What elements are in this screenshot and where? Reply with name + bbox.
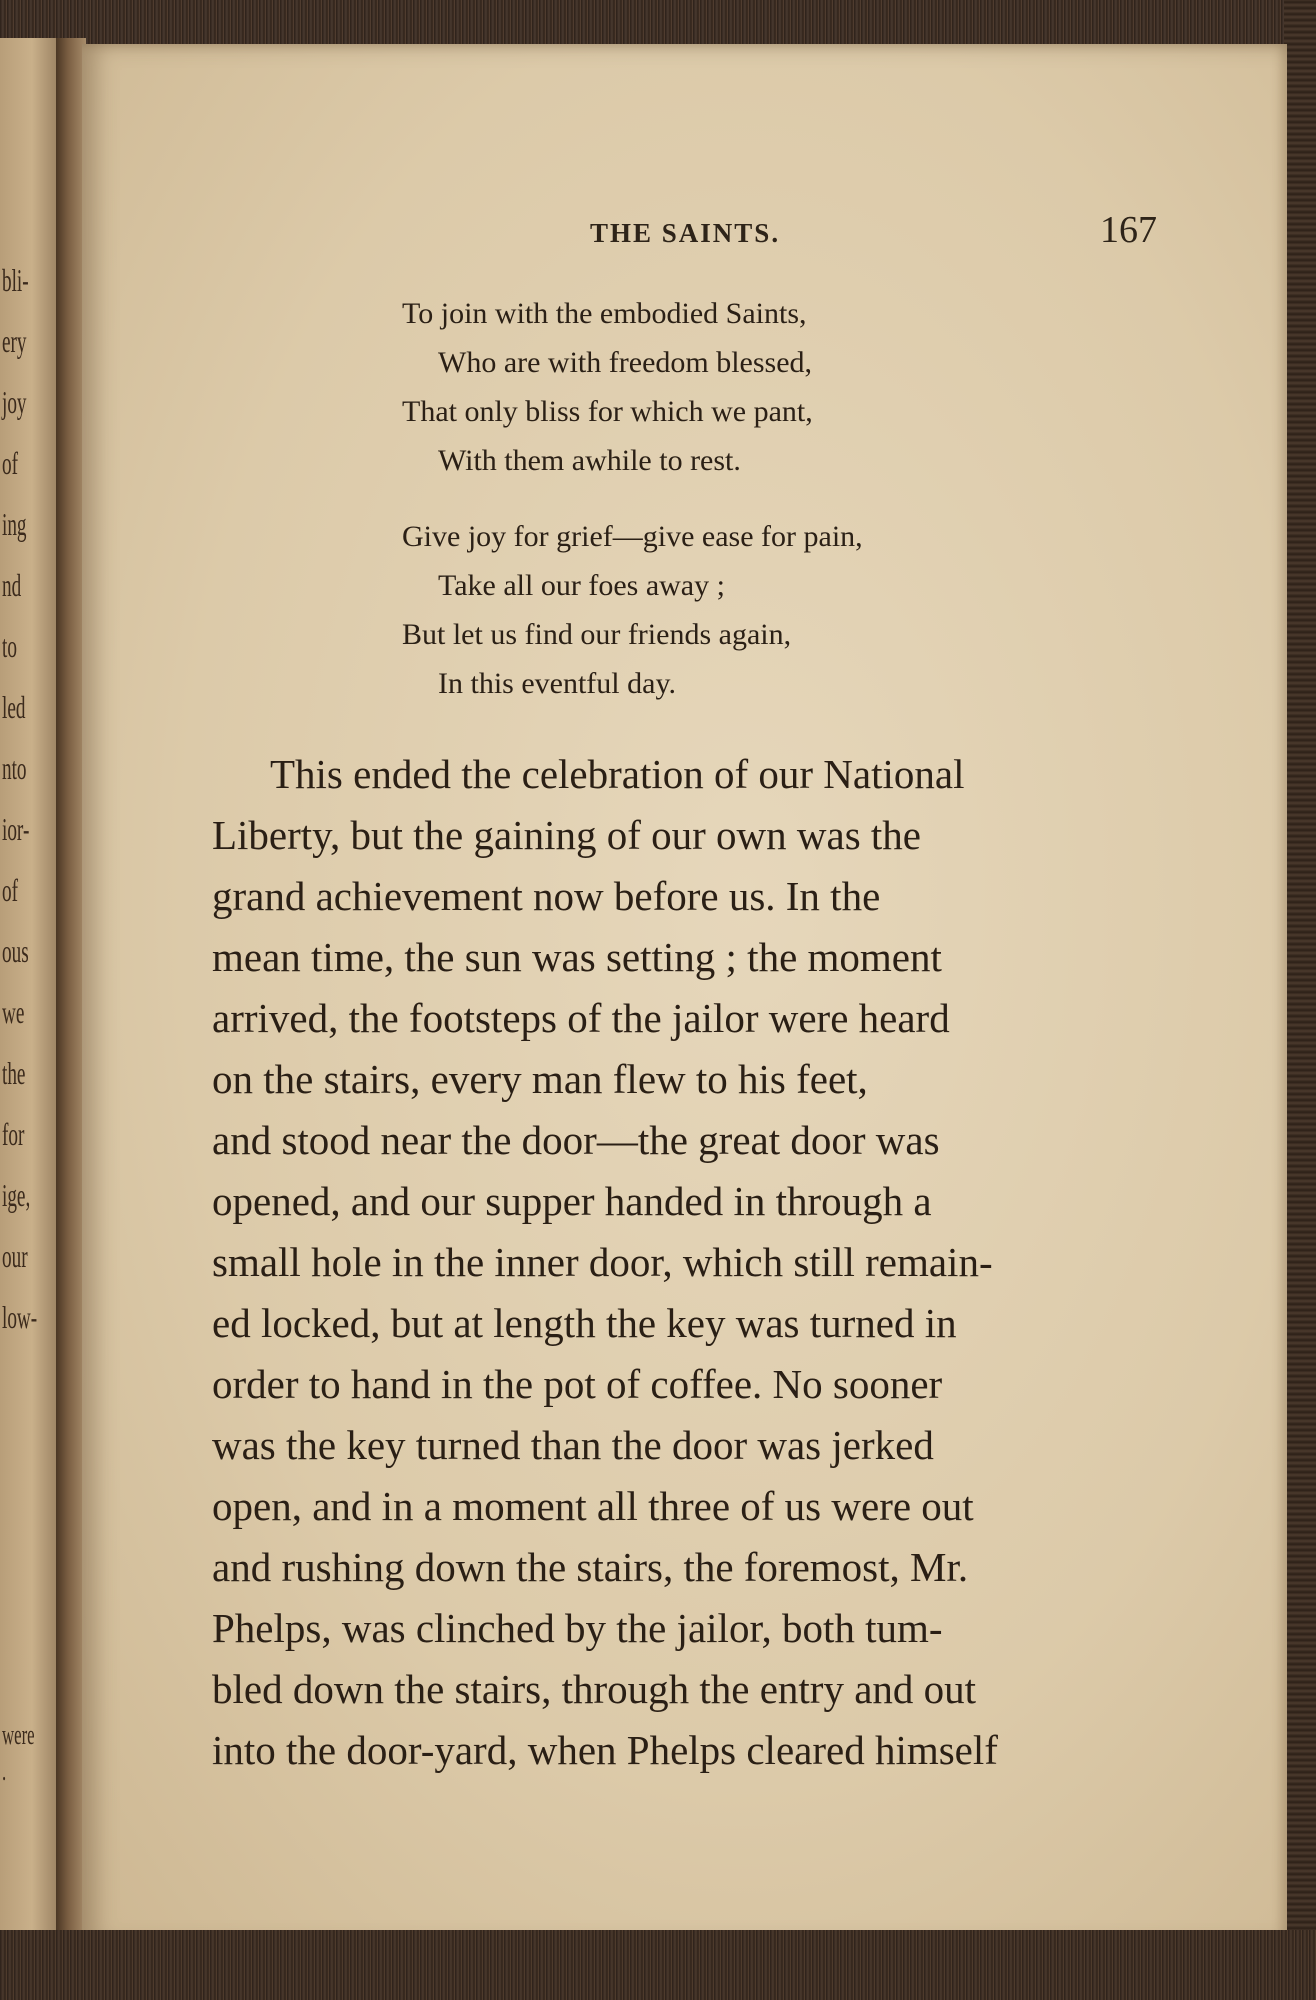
poem-line: With them awhile to rest. (438, 444, 741, 477)
prose-paragraph (212, 744, 1160, 1781)
fragment: nto (2, 750, 27, 786)
fragment: of (2, 872, 18, 908)
fragment: for (2, 1116, 25, 1152)
fragment: low- (2, 1299, 38, 1335)
poem-line: But let us find our friends again, (402, 618, 792, 651)
fragment: were (2, 1720, 35, 1751)
prose-line: order to hand in the pot of coffee. No sooner (212, 1361, 943, 1407)
previous-page-edge (0, 38, 58, 1943)
prose-line: grand achievement now before us. In the (212, 873, 881, 919)
prose-line: opened, and our supper handed in through a (212, 1178, 932, 1224)
prose-line: on the stairs, every man flew to his feet, (212, 1056, 868, 1102)
prose-line: open, and in a moment all three of us were out (212, 1483, 974, 1529)
fragment: ige, (2, 1177, 31, 1213)
fragment: ior- (2, 811, 30, 847)
fragment: nd (2, 567, 22, 603)
fragment: ous (2, 933, 29, 969)
prose-line: and rushing down the stairs, the foremost, Mr. (212, 1544, 969, 1590)
prose-line: ed locked, but at length the key was turned in (212, 1300, 957, 1346)
fragment: ing (2, 506, 27, 542)
poem (402, 289, 1022, 708)
poem-line: Give joy for grief—give ease for pain, (402, 520, 863, 553)
poem-line: That only bliss for which we pant, (402, 395, 813, 428)
book-cloth-top (0, 0, 1316, 48)
prose-line: and stood near the door—the great door was (212, 1117, 940, 1163)
page-number: 167 (1100, 209, 1157, 251)
prose-line: arrived, the footsteps of the jailor were heard (212, 995, 950, 1041)
prose-line: bled down the stairs, through the entry and out (212, 1666, 977, 1712)
fragment: to (2, 628, 17, 664)
fragment: joy (2, 384, 27, 420)
fragment: led (2, 689, 26, 725)
prose-line: Liberty, but the gaining of our own was the (212, 812, 921, 858)
fragment: the (2, 1055, 26, 1091)
prose-line: This ended the celebration of our National (270, 751, 965, 797)
prose-line: Phelps, was clinched by the jailor, both tum- (212, 1605, 943, 1651)
prose-line: small hole in the inner door, which still remain- (212, 1239, 993, 1285)
running-head: THE SAINTS. (590, 218, 781, 248)
previous-page-tail (2, 1718, 34, 1790)
prose-line: into the door-yard, when Phelps cleared himself (212, 1727, 998, 1773)
poem-line: Who are with freedom blessed, (438, 346, 813, 379)
previous-page-fragments (2, 250, 38, 1348)
fragment: we (2, 994, 25, 1030)
poem-line: In this eventful day. (438, 667, 676, 700)
fragment: ery (2, 323, 27, 359)
fragment: bli- (2, 262, 29, 298)
book-page (82, 44, 1287, 1944)
prose-line: was the key turned than the door was jerked (212, 1422, 934, 1468)
stanza-gap (402, 485, 1022, 512)
poem-line: Take all our foes away ; (438, 569, 725, 602)
fragment: . (2, 1756, 7, 1787)
prose-line: mean time, the sun was setting ; the moment (212, 934, 942, 980)
book-cloth-right (1284, 0, 1316, 2000)
book-cloth-bottom (0, 1930, 1316, 2000)
fragment: our (2, 1238, 28, 1274)
poem-line: To join with the embodied Saints, (402, 297, 807, 330)
fragment: of (2, 445, 18, 481)
